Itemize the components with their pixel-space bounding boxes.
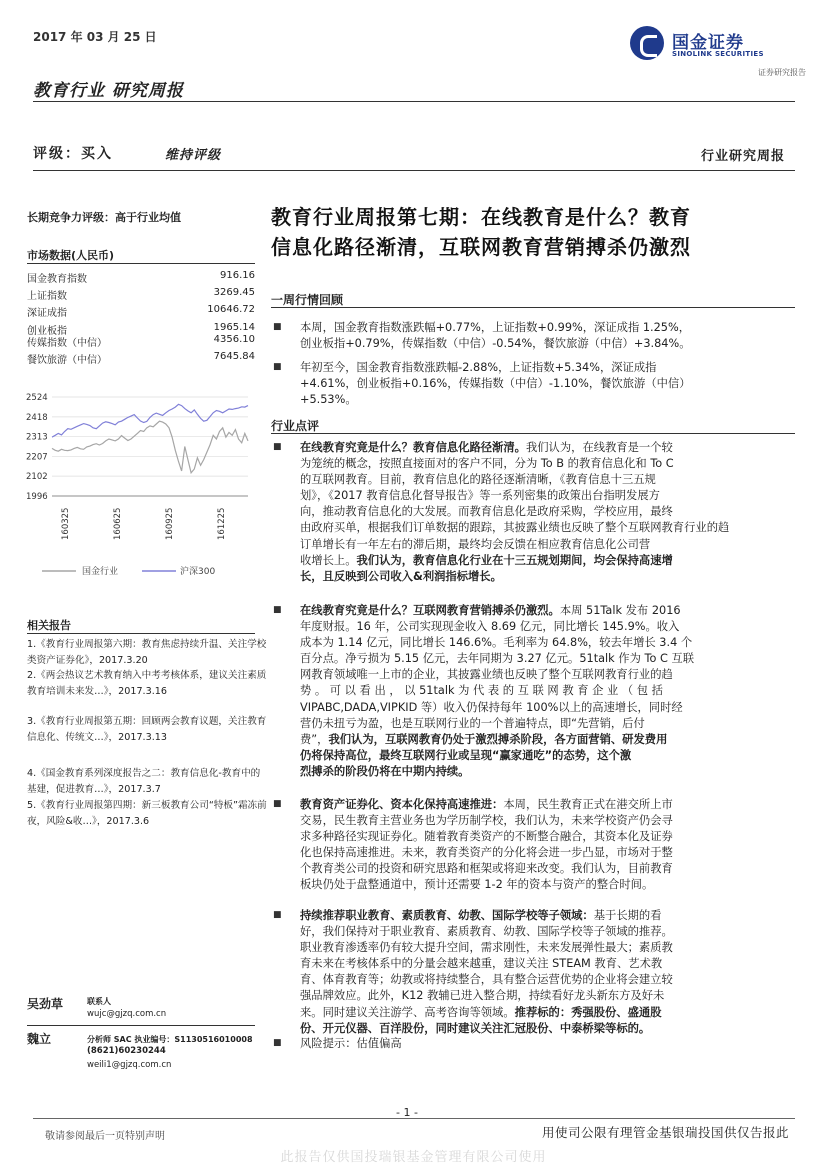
rating-label: 评级：买入 xyxy=(33,146,113,162)
legend-label-industry: 国金行业 xyxy=(82,567,119,577)
analyst-phone: (8621)60230244 xyxy=(87,1046,166,1056)
analyst-role: 分析师 SAC 执业编号：S1130516010008 xyxy=(87,1035,253,1044)
market-row xyxy=(27,351,255,364)
market-data-table xyxy=(27,270,255,370)
market-value: 7645.84 xyxy=(213,351,255,362)
bullet-icon: ■ xyxy=(273,442,282,452)
market-name: 传媒指数（中信） xyxy=(27,338,107,349)
article-title xyxy=(271,202,796,262)
x-tick-label: 160625 xyxy=(112,507,123,540)
x-tick-label: 161225 xyxy=(216,507,227,540)
market-name: 国金教育指数 xyxy=(27,274,87,285)
sinolink-logo-icon xyxy=(630,26,664,60)
market-divider xyxy=(27,263,255,264)
x-tick-label: 160925 xyxy=(164,507,175,540)
market-row xyxy=(27,304,255,317)
section-divider xyxy=(271,433,795,434)
commentary-paragraph-2: 在线教育究竟是什么？互联网教育营销搏杀仍激烈。本周 51Talk 发布 2016 年度财报。16 年，公司实现现金收入 8.69 亿元，同比增长 145.9%。收入 成本为 1.14 亿元，同比增长 146.6%。毛利率为 64.8%，较去年增长 3.4 个 百分点。净亏损为 5.15 亿元，去年同期为 3.27 亿元。51talk 作为 To C 互联 网教育领域唯一上市的企业，其披露业绩也反映了整个互联网教育行业的趋 势 。 可 以 看 出 ， 以 51talk 为 代 表 的 互 联 网 教 育 企 业 （ 包 括 VIPABC,DADA,VIPKID 等）收入仍保持每年 100%以上的高速增长，同时经 营仍未扭亏为盈，也是互联网行业的一个普遍特点，即“先营销，后付 费”，我们认为，互联网教育仍处于激烈搏杀阶段，各方面营销、研发费用 仍将保持高位，最终互联网行业或呈现“赢家通吃”的态势，这个激 烈搏杀的阶段仍将在中期内持续。 xyxy=(300,604,695,778)
analyst-email[interactable]: wujc@gjzq.com.cn xyxy=(87,1009,167,1019)
section-heading-commentary: 行业点评 xyxy=(271,419,320,433)
usage-note: 用使司公限有理管金基银瑞投国供仅告报此 xyxy=(541,1125,789,1140)
market-value: 10646.72 xyxy=(207,304,255,315)
bullet-icon: ■ xyxy=(273,799,282,809)
market-value: 916.16 xyxy=(220,270,255,281)
index-line-chart xyxy=(20,388,260,583)
commentary-paragraph-4: 持续推荐职业教育、素质教育、幼教、国际学校等子领域：基于长期的看 好，我们保持对于职业教育、素质教育、幼教、国际学校等子领域的推荐。 职业教育渗透率仍有较大提升空间，需求刚性，未来发展弹性最大；素质教 育未来在考核体系中的分量会越来越重，建议关注 STEAM 教育、艺术教 育、体育教育等；幼教或将持续整合，具有整合运营优势的企业将会建立较 强品牌效应。此外，K12 教辅已进入整合期，持续看好龙头新东方及好未 来。同时建议关注游学、高考咨询等领域。推荐标的：秀强股份、盛通股 份、开元仪器、百洋股份，同时建议关注汇冠股份、中泰桥梁等标的。 xyxy=(300,909,673,1035)
report-type: 行业研究周报 xyxy=(700,149,785,164)
ytd-review-bullet: 年初至今，国金教育指数涨跌幅-2.88%，上证指数+5.34%，深证成指 +4.61%，创业板指+0.16%，传媒指数（中信）-1.10%，餐饮旅游（中信） +5.53%。 xyxy=(300,361,691,407)
x-tick-label: 160325 xyxy=(61,507,71,540)
y-tick-label: 1996 xyxy=(26,492,48,502)
section-divider xyxy=(271,307,795,308)
section-heading-weekly: 一周行情回顾 xyxy=(271,293,344,307)
y-tick-label: 2418 xyxy=(26,412,48,423)
bullet-icon: ■ xyxy=(273,910,282,920)
footer-divider xyxy=(33,1118,795,1119)
report-date: 2017 年 03 月 25 日 xyxy=(33,30,157,44)
market-row xyxy=(27,334,255,347)
market-name: 创业板指 xyxy=(27,326,67,337)
y-tick-label: 2524 xyxy=(26,393,48,403)
disclaimer-note: 敬请参阅最后一页特别声明 xyxy=(45,1131,165,1142)
article-title-line: 教育行业周报第七期：在线教育是什么？教育 xyxy=(271,205,691,229)
related-reports-title: 相关报告 xyxy=(27,619,71,632)
market-row xyxy=(27,287,255,300)
rating-divider xyxy=(33,170,795,171)
market-name: 上证指数 xyxy=(27,291,67,302)
related-report-item[interactable]: 5.《教育行业周报第四期：新三板教育公司“特板”霜冻前夜，风险&收…》，2017.3.6 xyxy=(27,800,267,827)
legend-label-hs300: 沪深300 xyxy=(180,567,216,577)
related-divider xyxy=(27,633,255,634)
bullet-icon: ■ xyxy=(273,362,282,372)
market-name: 餐饮旅游（中信） xyxy=(27,355,107,366)
related-report-item[interactable]: 2.《两会热议艺术教育纳入中考考核体系，建议关注素质教育培训未来发…》，2017.3.16 xyxy=(27,670,267,697)
logo-en-text: SINOLINK SECURITIES xyxy=(672,50,764,58)
y-tick-label: 2102 xyxy=(26,472,48,483)
related-report-item[interactable]: 1.《教育行业周报第六期：教育焦虑持续升温、关注学校类资产证券化》，2017.3.20 xyxy=(27,639,267,666)
article-title-line: 信息化路径渐清，互联网教育营销搏杀仍激烈 xyxy=(271,235,691,259)
analyst-role: 联系人 xyxy=(87,997,111,1006)
commentary-paragraph-1: 在线教育究竟是什么？教育信息化路径渐清。我们认为，在线教育是一个较 为笼统的概念，按照直接面对的客户不同，分为 To B 的教育信息化和 To C 的互联网教育。目前，教育信息化的路径逐渐清晰，《教育信息十三五规 划》，《2017 教育信息化督导报告》等一系列密集的政策出台指明发展方 向，推动教育信息化的大发展。而教育信息化是政府采购，学校应用，最终 由政府买单，根据我们订单数据的跟踪，其披露业绩也反映了整个互联网教育行业的趋 订单增长有一年左右的滞后期，最终均会反馈在相应教育信息化公司营 收增长上。我们认为，教育信息化行业在十三五规划期间，均会保持高速增 长，且反映到公司收入&利润指标增长。 xyxy=(300,441,730,583)
analyst-name: 魏立 xyxy=(27,1032,52,1046)
y-tick-label: 2313 xyxy=(26,432,48,443)
watermark: 此报告仅供国投瑞银基金管理有限公司使用 xyxy=(280,1150,547,1165)
related-report-item[interactable]: 3.《教育行业周报第五期：回顾两会教育议题，关注教育信息化、传统文…》，2017.3.13 xyxy=(27,716,267,743)
logo-cn-text: 国金证券 xyxy=(672,33,744,53)
report-category-title: 教育行业 研究周报 xyxy=(33,81,184,101)
bullet-icon: ■ xyxy=(273,605,282,615)
market-value: 3269.45 xyxy=(213,287,255,298)
y-tick-label: 2207 xyxy=(26,452,48,463)
weekly-review-bullet: 本周，国金教育指数涨跌幅+0.77%，上证指数+0.99%，深证成指 1.25%， 创业板指+0.79%，传媒指数（中信）-0.54%，餐饮旅游（中信）+3.84%。 xyxy=(300,321,691,351)
logo-subtitle: 证券研究报告 xyxy=(758,68,806,77)
bullet-icon: ■ xyxy=(273,322,282,332)
commentary-paragraph-3: 教育资产证券化、资本化保持高速推进：本周，民生教育正式在港交所上市 交易，民生教育主营业务也为学历制学校，我们认为，未来学校资产仍会寻 求多种路径实现证券化。随着教育类资产的不断整合融合，其资本化及证券 化也保持高速推进。未来，教育类资产的分化将会进一步凸显，市场对于整 个教育类公司的投资和研究思路和框架或将迎来改变。我们认为，目前教育 板块仍处于盘整通道中，预计还需要 1-2 年的资本与资产的整合时间。 xyxy=(300,798,673,892)
bullet-icon: ■ xyxy=(273,1038,282,1048)
series-line xyxy=(52,421,248,473)
analyst-name: 吴劲草 xyxy=(27,997,64,1011)
long-term-rating: 长期竞争力评级：高于行业均值 xyxy=(27,211,181,224)
market-value: 1965.14 xyxy=(213,322,255,333)
page-number: - 1 - xyxy=(396,1106,418,1119)
market-row xyxy=(27,270,255,283)
risk-warning: 风险提示：估值偏高 xyxy=(300,1037,402,1050)
analyst-divider xyxy=(27,1025,255,1026)
header-divider xyxy=(33,101,795,102)
market-value: 4356.10 xyxy=(213,334,255,345)
related-report-item[interactable]: 4.《国金教育系列深度报告之二：教育信息化-教育中的基建，促进教育…》，2017.3.7 xyxy=(27,768,261,795)
market-name: 深证成指 xyxy=(27,308,67,319)
analyst-email[interactable]: weili1@gjzq.com.cn xyxy=(87,1060,172,1070)
market-data-title: 市场数据(人民币) xyxy=(27,249,115,262)
rating-maintain: 维持评级 xyxy=(165,148,222,163)
